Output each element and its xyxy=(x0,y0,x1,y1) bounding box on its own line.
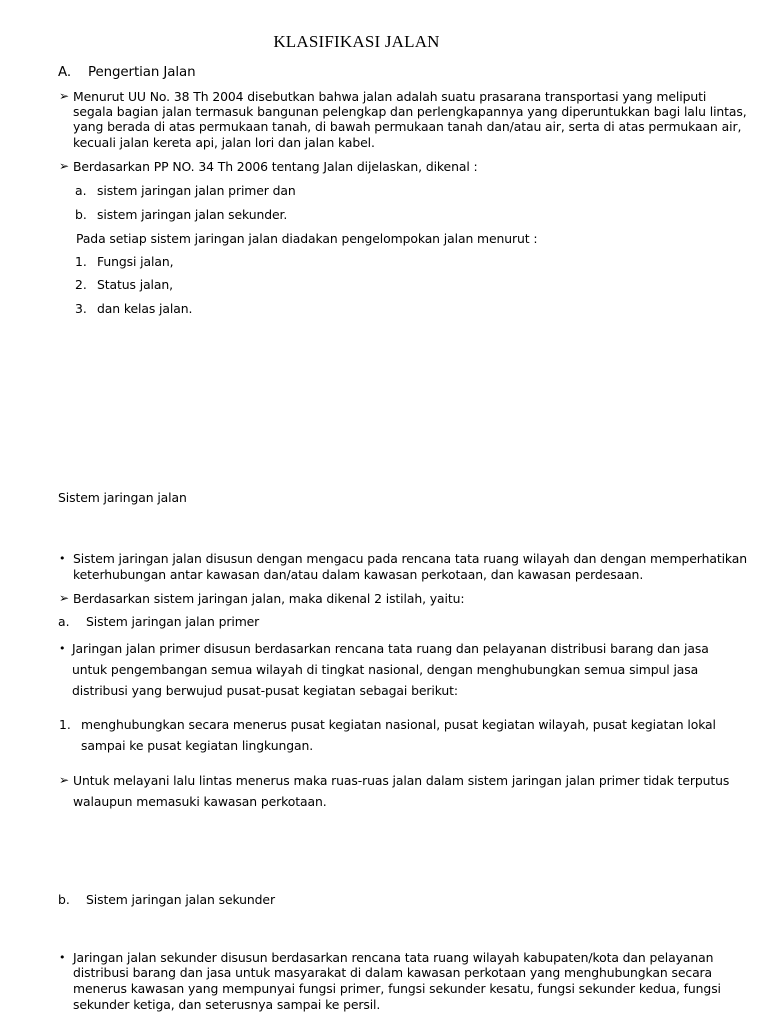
list-marker: 2. xyxy=(75,277,87,292)
list-item: sistem jaringan jalan sekunder. xyxy=(97,207,288,222)
section-marker: A. xyxy=(58,65,72,80)
list-marker: 1. xyxy=(75,254,87,269)
subheading: Sistem jaringan jalan sekunder xyxy=(86,892,275,907)
list-marker: 1. xyxy=(59,717,71,732)
list-marker: a. xyxy=(58,614,70,629)
paragraph-line: Jaringan jalan primer disusun berdasarkan rencana tata ruang dan pelayanan distribusi barang dan jasa xyxy=(72,641,709,656)
paragraph-line: Berdasarkan PP NO. 34 Th 2006 tentang Jalan dijelaskan, dikenal : xyxy=(73,159,478,174)
section-heading: Pengertian Jalan xyxy=(88,65,196,80)
paragraph-line: menghubungkan secara menerus pusat kegiatan nasional, pusat kegiatan wilayah, pusat kegiatan lokal xyxy=(81,717,716,732)
paragraph-line: sekunder ketiga, dan seterusnya sampai ke persil. xyxy=(73,997,381,1012)
paragraph-line: menerus kawasan yang mempunyai fungsi primer, fungsi sekunder kesatu, fungsi sekunder kedua, fungsi xyxy=(73,981,721,996)
list-item: Fungsi jalan, xyxy=(97,254,174,269)
arrow-bullet-icon: ➢ xyxy=(59,89,70,103)
subheading: Sistem jaringan jalan primer xyxy=(86,614,260,629)
subheading: Sistem jaringan jalan xyxy=(58,490,187,505)
list-item: dan kelas jalan. xyxy=(97,301,193,316)
bullet-icon: • xyxy=(59,951,66,964)
paragraph-line: yang berada di atas permukaan tanah, di bawah permukaan tanah dan/atau air, serta di atas permukaan air, xyxy=(73,119,742,134)
paragraph-line: kecuali jalan kereta api, jalan lori dan jalan kabel. xyxy=(73,135,375,150)
list-marker: a. xyxy=(75,183,87,198)
arrow-bullet-icon: ➢ xyxy=(59,591,70,605)
paragraph-line: distribusi yang berwujud pusat-pusat kegiatan sebagai berikut: xyxy=(72,683,459,698)
paragraph-line: distribusi barang dan jasa untuk masyarakat di dalam kawasan perkotaan yang menghubungkan secara xyxy=(73,965,713,980)
paragraph-line: walaupun memasuki kawasan perkotaan. xyxy=(73,794,327,809)
page-title: KLASIFIKASI JALAN xyxy=(273,32,440,51)
paragraph-line: Berdasarkan sistem jaringan jalan, maka dikenal 2 istilah, yaitu: xyxy=(73,591,465,606)
paragraph-line: untuk pengembangan semua wilayah di tingkat nasional, dengan menghubungkan semua simpul jasa xyxy=(72,662,699,677)
list-marker: b. xyxy=(58,892,70,907)
arrow-bullet-icon: ➢ xyxy=(59,159,70,173)
paragraph-line: Menurut UU No. 38 Th 2004 disebutkan bahwa jalan adalah suatu prasarana transportasi yang meliputi xyxy=(73,89,707,104)
paragraph-line: sampai ke pusat kegiatan lingkungan. xyxy=(81,738,314,753)
paragraph-line: segala bagian jalan termasuk bangunan pelengkap dan perlengkapannya yang diperuntukkan bagi lalu lintas, xyxy=(73,104,747,119)
paragraph-line: Untuk melayani lalu lintas menerus maka ruas-ruas jalan dalam sistem jaringan jalan primer tidak terputus xyxy=(73,773,730,788)
bullet-icon: • xyxy=(59,642,66,655)
paragraph-line: keterhubungan antar kawasan dan/atau dalam kawasan perkotaan, dan kawasan perdesaan. xyxy=(73,567,644,582)
list-marker: b. xyxy=(75,207,87,222)
list-item: sistem jaringan jalan primer dan xyxy=(97,183,296,198)
paragraph-line: Pada setiap sistem jaringan jalan diadakan pengelompokan jalan menurut : xyxy=(76,231,538,246)
list-marker: 3. xyxy=(75,301,87,316)
bullet-icon: • xyxy=(59,552,66,565)
list-item: Status jalan, xyxy=(97,277,173,292)
paragraph-line: Jaringan jalan sekunder disusun berdasarkan rencana tata ruang wilayah kabupaten/kota dan pelayanan xyxy=(73,950,714,965)
arrow-bullet-icon: ➢ xyxy=(59,773,70,787)
paragraph-line: Sistem jaringan jalan disusun dengan mengacu pada rencana tata ruang wilayah dan dengan memperhatikan xyxy=(73,551,748,566)
